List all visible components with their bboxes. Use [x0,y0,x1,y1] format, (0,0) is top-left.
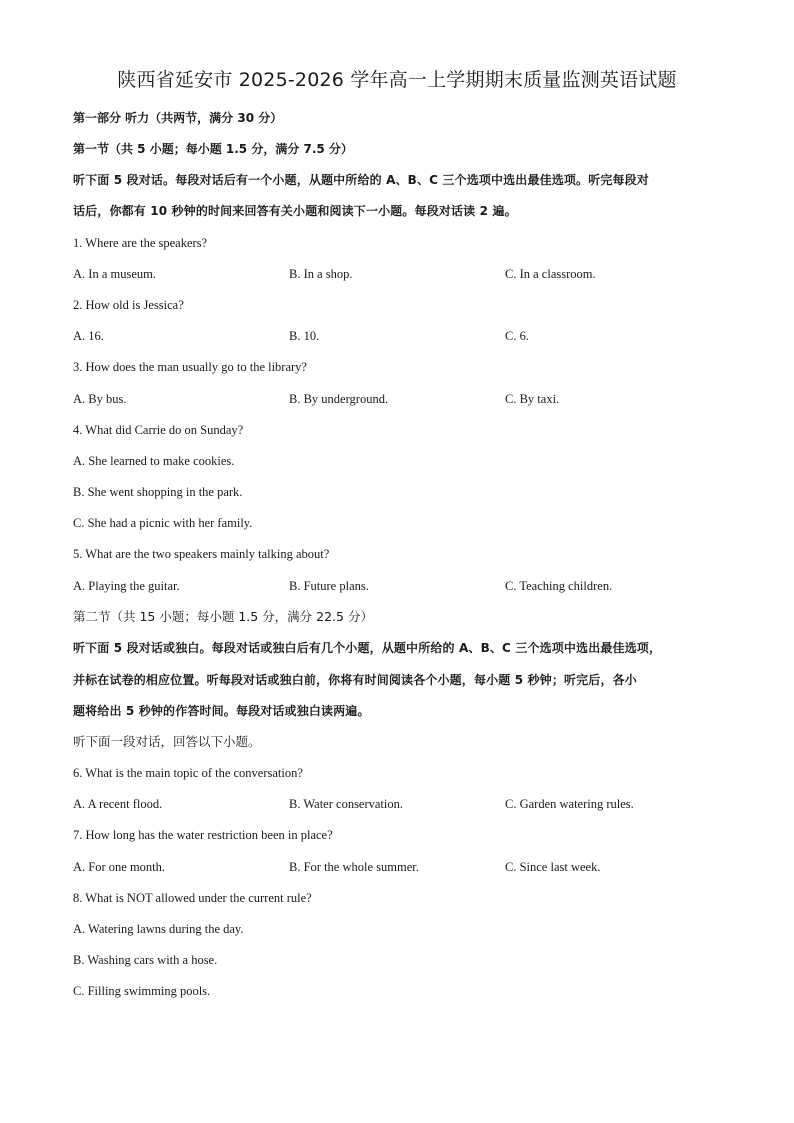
instruction-line: 题将给出 5 秒钟的作答时间。每段对话或独白读两遍。 [73,704,370,718]
instruction-line: 话后，你都有 10 秒钟的时间来回答有关小题和阅读下一小题。每段对话读 2 遍。 [73,204,517,218]
option-c: C. Filling swimming pools. [73,984,211,998]
option-a: A. Playing the guitar. [73,579,180,593]
option-c: C. In a classroom. [505,267,596,281]
question-stem: 5. What are the two speakers mainly talking about? [73,547,330,561]
option-a: A. Watering lawns during the day. [73,922,244,936]
option-a: A. A recent flood. [73,797,163,811]
option-a: A. 16. [73,329,104,343]
instruction-line: 并标在试卷的相应位置。听每段对话或独白前，你将有时间阅读各个小题，每小题 5 秒钟；听完后，各小 [73,673,637,687]
instruction-line: 听下面 5 段对话或独白。每段对话或独白后有几个小题，从题中所给的 A、B、C 三个选项中选出最佳选项， [73,641,662,655]
question-stem: 2. How old is Jessica? [73,298,184,312]
sub-instruction: 听下面一段对话，回答以下小题。 [73,734,261,749]
option-b: B. For the whole summer. [289,860,419,874]
instruction-line: 听下面 5 段对话。每段对话后有一个小题，从题中所给的 A、B、C 三个选项中选出最佳选项。听完每段对 [73,173,649,187]
question-stem: 3. How does the man usually go to the library? [73,360,307,374]
option-b: B. By underground. [289,392,389,406]
option-b: B. In a shop. [289,267,353,281]
question-stem: 1. Where are the speakers? [73,236,208,250]
option-b: B. 10. [289,329,320,343]
option-c: C. She had a picnic with her family. [73,516,253,530]
option-a: A. For one month. [73,860,166,874]
option-c: C. By taxi. [505,392,560,406]
option-b: B. Washing cars with a hose. [73,953,218,967]
option-c: C. 6. [505,329,529,343]
question-stem: 7. How long has the water restriction been in place? [73,828,333,842]
section-heading: 第一节（共 5 小题；每小题 1.5 分，满分 7.5 分） [73,142,353,156]
option-b: B. Future plans. [289,579,369,593]
section-heading: 第二节（共 15 小题；每小题 1.5 分，满分 22.5 分） [73,609,373,624]
question-stem: 8. What is NOT allowed under the current rule? [73,891,312,905]
option-b: B. Water conservation. [289,797,404,811]
option-a: A. By bus. [73,392,127,406]
option-a: A. In a museum. [73,267,156,281]
option-c: C. Since last week. [505,860,601,874]
option-c: C. Garden watering rules. [505,797,634,811]
option-b: B. She went shopping in the park. [73,485,243,499]
option-c: C. Teaching children. [505,579,613,593]
question-stem: 4. What did Carrie do on Sunday? [73,423,244,437]
option-a: A. She learned to make cookies. [73,454,235,468]
page-title: 陕西省延安市 2025-2026 学年高一上学期期末质量监测英语试题 [117,69,677,91]
part-heading: 第一部分 听力（共两节，满分 30 分） [73,111,283,125]
question-stem: 6. What is the main topic of the conversation? [73,766,303,780]
